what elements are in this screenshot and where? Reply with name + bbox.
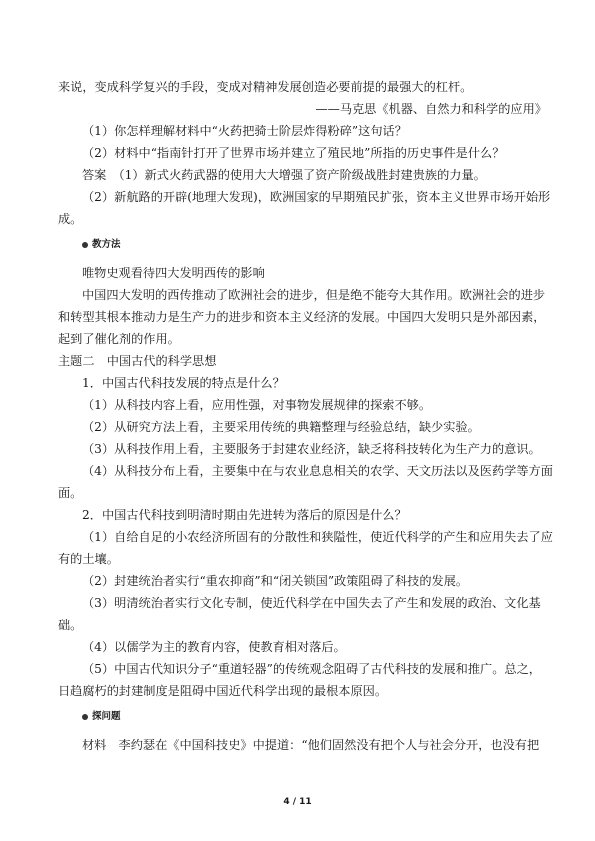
quote-attribution: ——马克思《机器、自然力和科学的应用》 <box>315 102 547 116</box>
text-line: 面。 <box>58 486 83 500</box>
text-line: 日趋腐朽的封建制度是阻碍中国近代科学出现的最根本原因。 <box>58 684 388 698</box>
text-line: （1）从科技内容上看，应用性强，对事物发展规律的探索不够。 <box>82 398 432 412</box>
question-2: （2）材料中“指南针打开了世界市场并建立了殖民地”所指的历史事件是什么？ <box>82 146 505 160</box>
text-line: 础。 <box>58 618 83 632</box>
topic-heading: 主题二 中国古代的科学思想 <box>58 354 217 368</box>
section-tag-method <box>82 239 121 251</box>
text-line: （4）以儒学为主的教育内容，使教育相对落后。 <box>82 640 346 654</box>
text-line: （4）从科技分布上看，主要集中在与农业息息相关的农学、天文历法以及医药学等方面 <box>82 464 553 478</box>
text-line: 有的土壤。 <box>58 552 119 566</box>
question-1: （1）你怎样理解材料中“火药把骑士阶层炸得粉碎”这句话？ <box>82 124 407 138</box>
text-line: 起到了催化剂的作用。 <box>58 332 180 346</box>
text-line: （3）明清统治者实行文化专制，使近代科学在中国失去了产生和发展的政治、文化基 <box>82 596 541 610</box>
section-tag-explore <box>82 711 121 723</box>
material-line: 材料 李约瑟在《中国科技史》中提道：“他们固然没有把个人与社会分开，也没有把 <box>82 738 540 752</box>
text-line: （2）从研究方法上看，主要采用传统的典籍整理与经验总结，缺少实验。 <box>82 420 480 434</box>
sub-question-2: 2．中国古代科技到明清时期由先进转为落后的原因是什么？ <box>82 508 407 522</box>
text-line: 和转型其根本推动力是生产力的进步和资本主义经济的发展。中国四大发明只是外部因素， <box>58 310 546 324</box>
section-tag-label: 探问题 <box>92 711 121 722</box>
text-line: （1）自给自足的小农经济所固有的分散性和狭隘性，使近代科学的产生和应用失去了应 <box>82 530 553 544</box>
answer-2: （2）新航路的开辟(地理大发现)，欧洲国家的早期殖民扩张，资本主义世界市场开始形 <box>82 190 551 204</box>
text-line: 中国四大发明的西传推动了欧洲社会的进步，但是绝不能夸大其作用。欧洲社会的进步 <box>82 288 546 302</box>
section-tag-label: 教方法 <box>92 239 121 250</box>
page-number: 4 / 11 <box>283 797 312 807</box>
answer-1: 答案 （1）新式火药武器的使用大大增强了资产阶级战胜封建贵族的力量。 <box>82 168 486 182</box>
text-line: （3）从科技作用上看，主要服务于封建农业经济，缺乏将科技转化为生产力的意识。 <box>82 442 541 456</box>
bullet-dot-icon <box>82 242 88 248</box>
bullet-dot-icon <box>82 714 88 720</box>
text-line: 来说，变成科学复兴的手段，变成对精神发展创造必要前提的最强大的杠杆。 <box>58 80 473 94</box>
method-heading: 唯物史观看待四大发明西传的影响 <box>82 266 265 280</box>
text-line: 成。 <box>58 212 83 226</box>
text-line: （5）中国古代知识分子“重道轻器”的传统观念阻碍了古代科技的发展和推广。总之， <box>82 662 541 676</box>
text-line: （2）封建统治者实行“重农抑商”和“闭关锁国”政策阻碍了科技的发展。 <box>82 574 469 588</box>
sub-question-1: 1．中国古代科技发展的特点是什么？ <box>82 376 285 390</box>
